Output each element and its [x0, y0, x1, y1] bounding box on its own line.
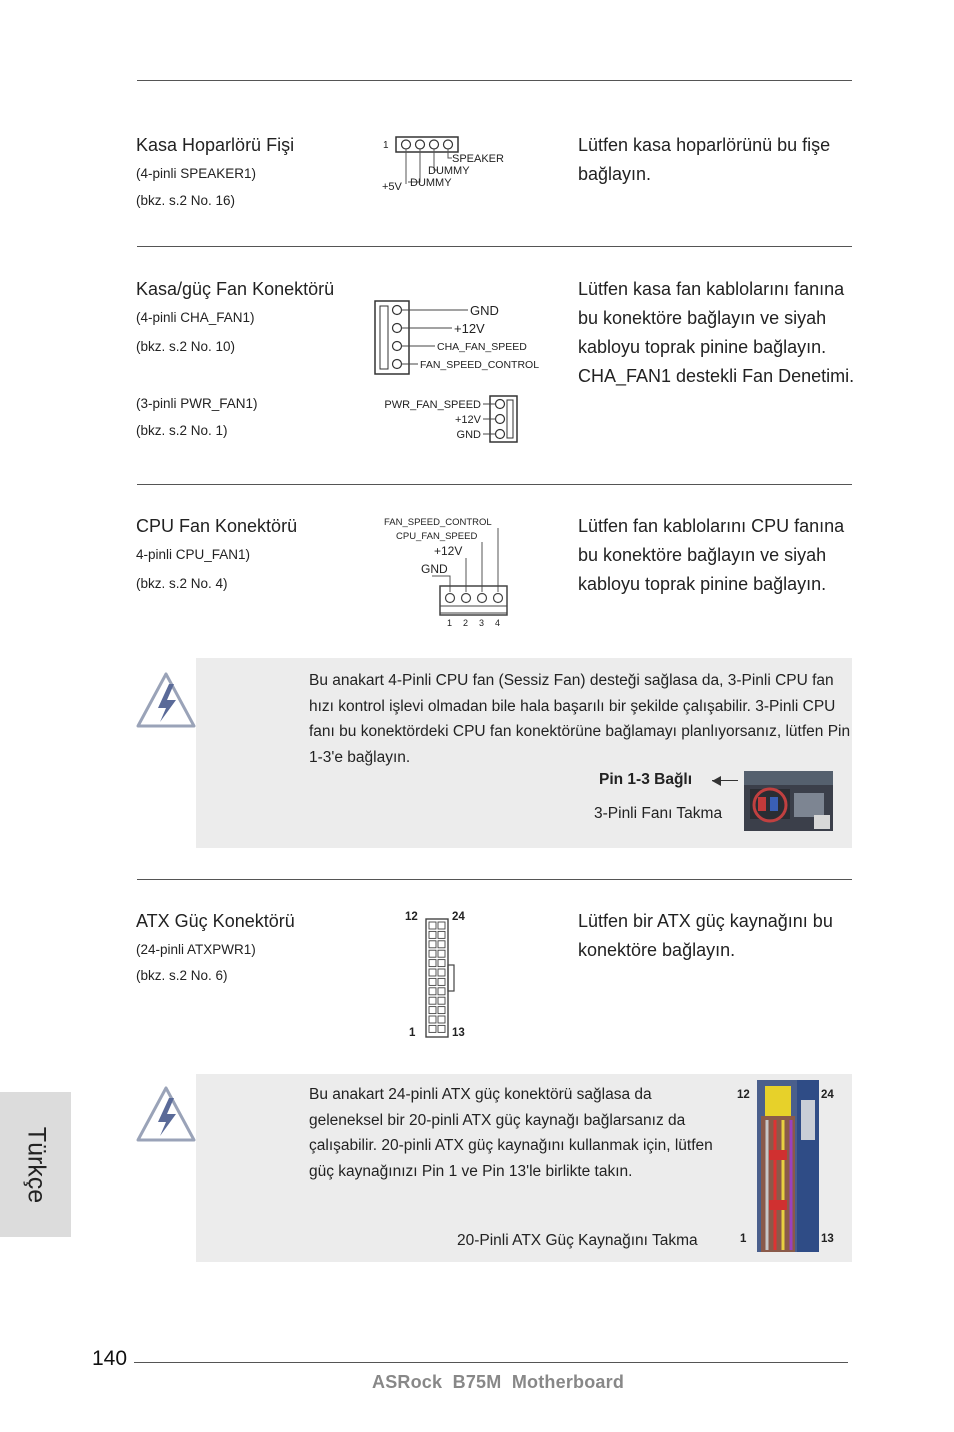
atx-pin	[438, 997, 445, 1004]
install-3pin-label: 3-Pinli Fanı Takma	[594, 805, 723, 822]
atx-description: Lütfen bir ATX güç kaynağını bu konektöre bağlayın.	[578, 911, 833, 960]
cpu-pin-control: FAN_SPEED_CONTROL	[384, 517, 492, 528]
atx-pin	[429, 969, 436, 976]
atx-pin	[438, 922, 445, 929]
speaker-pin-one-label: 1	[383, 140, 389, 151]
pwr-pin-12v: +12V	[455, 414, 481, 426]
cpu-fan-diagram	[380, 514, 515, 630]
cha-fan-diagram	[370, 296, 555, 378]
atx-pin-1-label: 1	[409, 1027, 416, 1039]
cpu-pin-number-1: 1	[447, 618, 453, 628]
pin-arrow-head	[712, 776, 721, 786]
page-number: 140	[92, 1347, 128, 1370]
atx-pin-24-label: 24	[452, 911, 465, 923]
speaker-pin-dummy-1: DUMMY	[428, 165, 470, 177]
atx-pin	[438, 1025, 445, 1032]
speaker-pin-dummy-2: DUMMY	[410, 177, 452, 189]
cpu-pin-number-4: 4	[495, 618, 501, 628]
atx-pin	[438, 1016, 445, 1023]
pwr-fan-diagram	[370, 393, 525, 445]
atx-pin	[429, 931, 436, 938]
speaker-diagram	[378, 132, 518, 194]
pwr-pin-gnd: GND	[456, 429, 481, 441]
photo-pin-13-label: 13	[821, 1233, 834, 1245]
cha-pin-speed: CHA_FAN_SPEED	[437, 341, 527, 353]
divider-1	[137, 246, 852, 247]
chassis-fan-description: Lütfen kasa fan kablolarını fanına bu konektöre bağlayın ve siyah kabloyu toprak pinine bağlayın. CHA_FAN1 destekli Fan Denetimi.	[578, 279, 855, 386]
speaker-description: Lütfen kasa hoparlörünü bu fişe bağlayın.	[578, 135, 831, 184]
install-20pin-label: 20-Pinli ATX Güç Kaynağını Takma	[457, 1232, 698, 1249]
chassis-fan-title: Kasa/güç Fan Konektörü	[136, 279, 335, 299]
photo-pin-24-label: 24	[821, 1089, 834, 1101]
language-side-tab	[0, 1092, 71, 1237]
power-fan-pin-info: (3-pinli PWR_FAN1)	[136, 396, 258, 411]
cha-pin-gnd: GND	[470, 303, 499, 318]
speaker-pin-5v: +5V	[382, 181, 402, 193]
photo-pin-1-label: 1	[740, 1233, 747, 1245]
warning-icon	[136, 1084, 198, 1144]
atx-pin	[429, 922, 436, 929]
divider-2	[137, 484, 852, 485]
divider-3	[137, 879, 852, 880]
pin-1-3-label: Pin 1-3 Bağlı	[599, 771, 693, 788]
top-rule	[137, 80, 852, 81]
cha-pin-control: FAN_SPEED_CONTROL	[420, 359, 540, 371]
cpu-fan-title: CPU Fan Konektörü	[136, 516, 298, 536]
atx-title: ATX Güç Konektörü	[136, 911, 295, 931]
cpu-fan-note-text: Bu anakart 4-Pinli CPU fan (Sessiz Fan) desteği sağlasa da, 3-Pinli CPU fan hızı kontrol işlevi olmadan bile hala başarılı bir şekilde çalışabilir. 3-Pinli CPU fanı bu konektördeki CPU fan konektörüne bağlamayı planlıyorsanız, lütfen Pin 1-3'e bağlayın.	[309, 672, 851, 766]
atx-pin	[429, 941, 436, 948]
atx-pin	[429, 988, 436, 995]
cpu-pin-number-2: 2	[463, 618, 469, 628]
atx-note-text: Bu anakart 24-pinli ATX güç konektörü sağlasa da geleneksel bir 20-pinli ATX güç kaynağı bağlarsanız da çalışabilir. 20-pinli ATX güç kaynağını kullanmak için, lütfen güç kaynağınızı Pin 1 ve Pin 13'le birlikte takın.	[309, 1086, 713, 1180]
atx-pin	[429, 978, 436, 985]
atx-pin	[438, 988, 445, 995]
warning-icon	[136, 670, 198, 730]
language-tab-label: Türkçe	[22, 1126, 50, 1203]
footer-rule	[134, 1362, 848, 1363]
cpu-pin-gnd: GND	[421, 562, 448, 576]
atx-connector-diagram	[422, 915, 458, 1041]
atx-pin-13-label: 13	[452, 1027, 465, 1039]
atx-pin-12-label: 12	[405, 911, 418, 923]
atx-pin	[429, 997, 436, 1004]
cpu-fan-photo	[744, 771, 833, 831]
cha-pin-12v: +12V	[454, 321, 485, 336]
atx-photo	[757, 1080, 819, 1252]
chassis-fan-ref: (bkz. s.2 No. 10)	[136, 339, 236, 354]
speaker-pin-speaker: SPEAKER	[452, 153, 504, 165]
power-fan-ref: (bkz. s.2 No. 1)	[136, 423, 228, 438]
atx-pin-info: (24-pinli ATXPWR1)	[136, 942, 256, 957]
atx-pin	[429, 1016, 436, 1023]
cpu-fan-pin-info: 4-pinli CPU_FAN1)	[136, 547, 251, 562]
atx-pin	[438, 969, 445, 976]
cpu-pin-number-3: 3	[479, 618, 485, 628]
atx-pin	[429, 960, 436, 967]
atx-pin	[429, 1007, 436, 1014]
atx-pin	[438, 950, 445, 957]
cpu-fan-ref: (bkz. s.2 No. 4)	[136, 576, 228, 591]
speaker-title: Kasa Hoparlörü Fişi	[136, 135, 295, 155]
atx-pin	[438, 931, 445, 938]
atx-pin	[429, 950, 436, 957]
cpu-pin-12v: +12V	[434, 544, 463, 558]
speaker-ref: (bkz. s.2 No. 16)	[136, 193, 236, 208]
photo-pin-12-label: 12	[737, 1089, 750, 1101]
atx-pin	[438, 978, 445, 985]
pwr-pin-speed: PWR_FAN_SPEED	[384, 399, 481, 411]
cpu-fan-description: Lütfen fan kablolarını CPU fanına bu konektöre bağlayın ve siyah kabloyu toprak pinine bağlayın.	[578, 516, 845, 594]
atx-pin	[438, 941, 445, 948]
chassis-fan-pin-info: (4-pinli CHA_FAN1)	[136, 310, 255, 325]
atx-pin	[438, 960, 445, 967]
atx-ref: (bkz. s.2 No. 6)	[136, 968, 228, 983]
product-name: ASRock B75M Motherboard	[372, 1372, 625, 1392]
atx-pin	[429, 1025, 436, 1032]
cpu-pin-speed: CPU_FAN_SPEED	[396, 531, 478, 542]
speaker-pin-info: (4-pinli SPEAKER1)	[136, 166, 257, 181]
atx-pin	[438, 1007, 445, 1014]
